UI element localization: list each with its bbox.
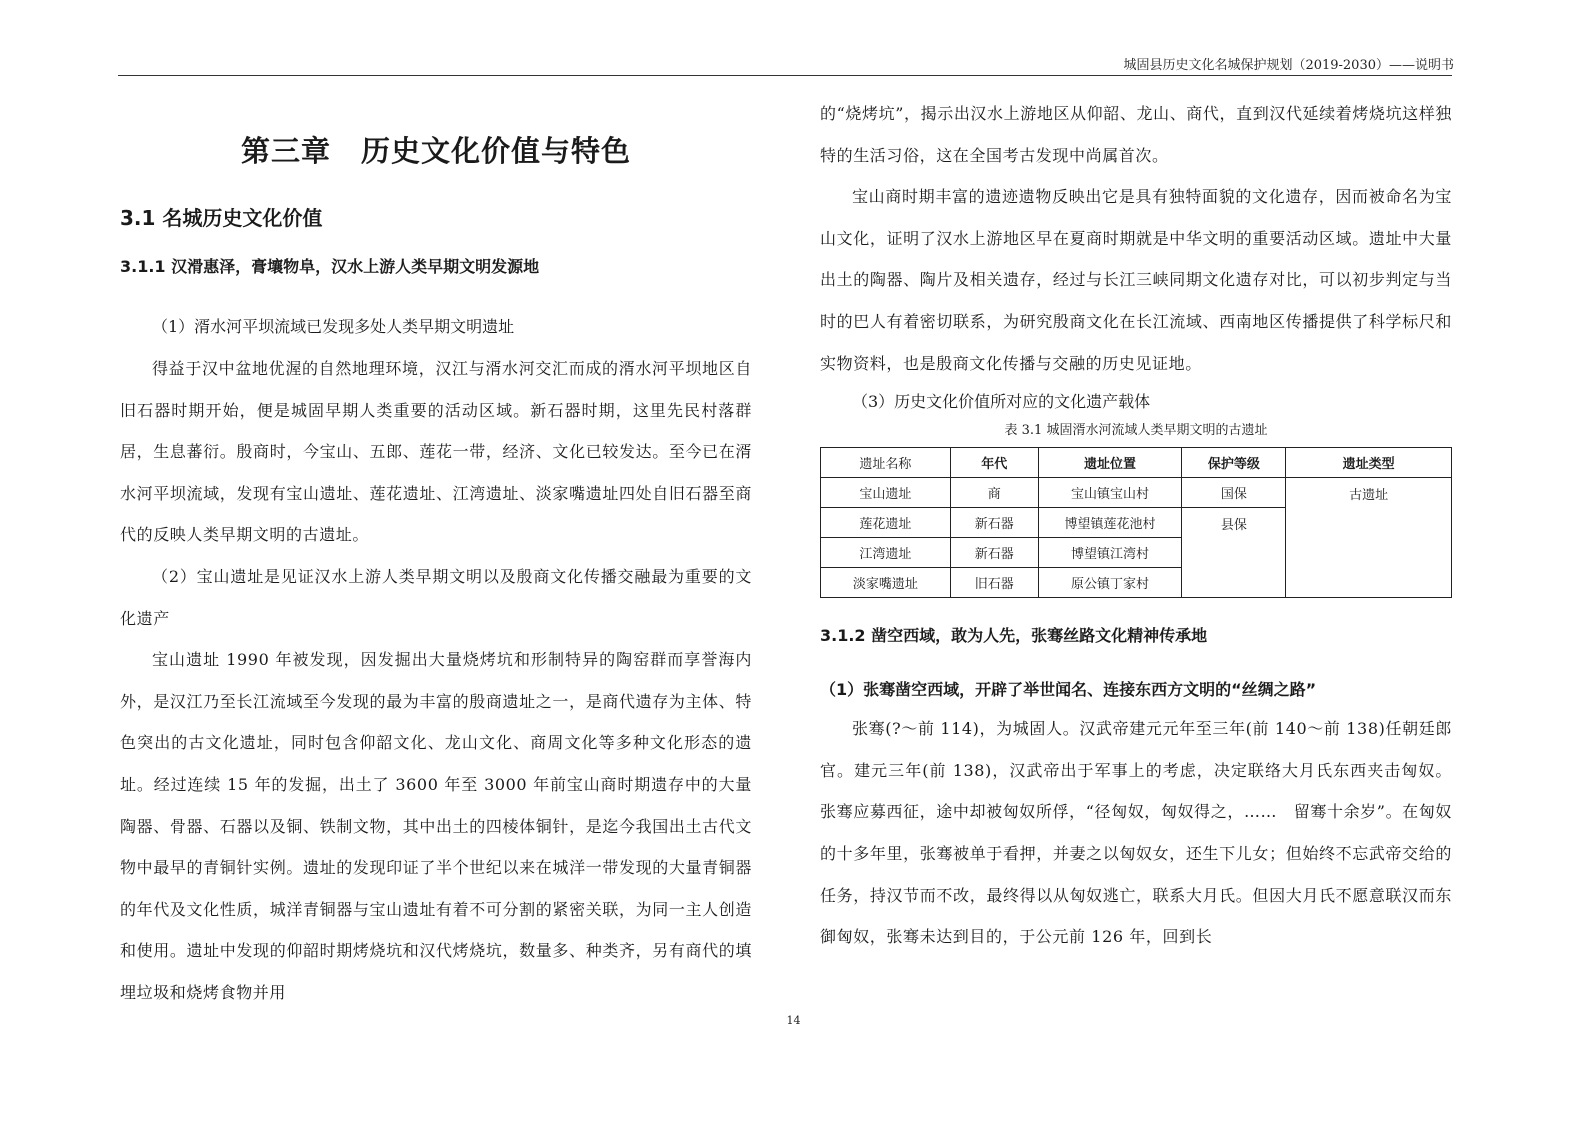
table-row bbox=[821, 478, 1452, 508]
paragraph: 的“烧烤坑”，揭示出汉水上游地区从仰韶、龙山、商代，直到汉代延续着烤烧坑这样独特的生活习俗，这在全国考古发现中尚属首次。 bbox=[820, 104, 1452, 165]
table-cell-site-type: 古遗址 bbox=[1286, 478, 1452, 598]
header-divider bbox=[118, 75, 1452, 76]
table-cell: 博望镇江湾村 bbox=[1038, 538, 1182, 568]
table-header-cell: 遗址位置 bbox=[1038, 448, 1182, 478]
paragraph: 张骞(?～前 114)，为城固人。汉武帝建元元年至三年(前 140～前 138)任朝廷郎官。建元三年(前 138)，汉武帝出于军事上的考虑，决定联络大月氏东西夹击匈奴。张骞应募西征，途中却被匈奴所俘，“径匈奴，匈奴得之，…… 留骞十余岁”。在匈奴的十多年里，张骞被单于看押，并妻之以匈奴女，还生下儿女；但始终不忘武帝交给的任务，持汉节而不改，最终得以从匈奴逃亡，联系大月氏。但因大月氏不愿意联汉而东御匈奴，张骞未达到目的，于公元前 126 年，回到长 bbox=[820, 719, 1452, 947]
section-heading-3-1-2: 3.1.2 凿空西域，敢为人先，张骞丝路文化精神传承地 bbox=[820, 626, 1208, 646]
table-cell: 新石器 bbox=[950, 538, 1038, 568]
table-cell: 博望镇莲花池村 bbox=[1038, 508, 1182, 538]
table-header-cell: 年代 bbox=[950, 448, 1038, 478]
table-header-cell: 遗址名称 bbox=[821, 448, 951, 478]
table-cell: 新石器 bbox=[950, 508, 1038, 538]
table-caption: 表 3.1 城固湑水河流域人类早期文明的古遗址 bbox=[1004, 423, 1268, 439]
subheading-1: （1）湑水河平坝流域已发现多处人类早期文明遗址 bbox=[152, 317, 515, 336]
table-cell-protection: 国保 bbox=[1182, 478, 1286, 508]
paragraph: 宝山遗址 1990 年被发现，因发掘出大量烧烤坑和形制特异的陶窑群而享誉海内外，是汉江乃至长江流域至今发现的最为丰富的殷商遗址之一，是商代遗存为主体、特色突出的古文化遗址，同时包含仰韶文化、龙山文化、商周文化等多种文化形态的遗址。经过连续 15 年的发掘，出土了 3600 年至 3000 年前宝山商时期遗存中的大量陶器、骨器、石器以及铜、铁制文物，其中出土的四棱体铜针，是迄今我国出土古代文物中最早的青铜针实例。遗址的发现印证了半个世纪以来在城洋一带发现的大量青铜器的年代及文化性质，城洋青铜器与宝山遗址有着不可分割的紧密关联，为同一主人创造和使用。遗址中发现的仰韶时期烤烧坑和汉代烤烧坑，数量多、种类齐，另有商代的填埋垃圾和烧烤食物并用 bbox=[120, 650, 752, 1002]
table-header-row bbox=[821, 448, 1452, 478]
table-cell: 莲花遗址 bbox=[821, 508, 951, 538]
table-cell: 宝山镇宝山村 bbox=[1038, 478, 1182, 508]
table-cell-protection: 县保 bbox=[1182, 508, 1286, 598]
subheading-2: （2）宝山遗址是见证汉水上游人类早期文明以及殷商文化传播交融最为重要的文化遗产 bbox=[120, 566, 752, 628]
right-column bbox=[820, 93, 1452, 958]
table-header-cell: 保护等级 bbox=[1182, 448, 1286, 478]
paragraph: 得益于汉中盆地优渥的自然地理环境，汉江与湑水河交汇而成的湑水河平坝地区自旧石器时期开始，便是城固早期人类重要的活动区域。新石器时期，这里先民村落群居，生息蕃衍。殷商时，今宝山、五郎、莲花一带，经济、文化已较发达。至今已在湑水河平坝流域，发现有宝山遗址、莲花遗址、江湾遗址、淡家嘴遗址四处自旧石器至商代的反映人类早期文明的古遗址。 bbox=[120, 359, 752, 545]
paragraph: 宝山商时期丰富的遗迹遗物反映出它是具有独特面貌的文化遗存，因而被命名为宝山文化，证明了汉水上游地区早在夏商时期就是中华文明的重要活动区域。遗址中大量出土的陶器、陶片及相关遗存，经过与长江三峡同期文化遗存对比，可以初步判定与当时的巴人有着密切联系，为研究殷商文化在长江流域、西南地区传播提供了科学标尺和实物资料，也是殷商文化传播与交融的历史见证地。 bbox=[820, 187, 1452, 373]
table-cell: 淡家嘴遗址 bbox=[821, 568, 951, 598]
subheading-zhang-qian: （1）张骞凿空西域，开辟了举世闻名、连接东西方文明的“丝绸之路” bbox=[820, 680, 1317, 700]
section-heading-3-1: 3.1 名城历史文化价值 bbox=[120, 206, 323, 230]
table-cell: 旧石器 bbox=[950, 568, 1038, 598]
sites-table bbox=[820, 447, 1452, 598]
table-cell: 宝山遗址 bbox=[821, 478, 951, 508]
subheading-3: （3）历史文化价值所对应的文化遗产载体 bbox=[852, 392, 1151, 412]
section-heading-3-1-1: 3.1.1 汉滑惠泽，膏壤物阜，汉水上游人类早期文明发源地 bbox=[120, 257, 540, 276]
page-number: 14 bbox=[786, 1014, 801, 1027]
chapter-title: 第三章 历史文化价值与特色 bbox=[240, 134, 631, 168]
table-header-cell: 遗址类型 bbox=[1286, 448, 1452, 478]
table-cell: 江湾遗址 bbox=[821, 538, 951, 568]
running-header: 城固县历史文化名城保护规划（2019-2030）——说明书 bbox=[1123, 58, 1454, 73]
left-column bbox=[120, 93, 752, 1014]
table-cell: 商 bbox=[950, 478, 1038, 508]
table-cell: 原公镇丁家村 bbox=[1038, 568, 1182, 598]
